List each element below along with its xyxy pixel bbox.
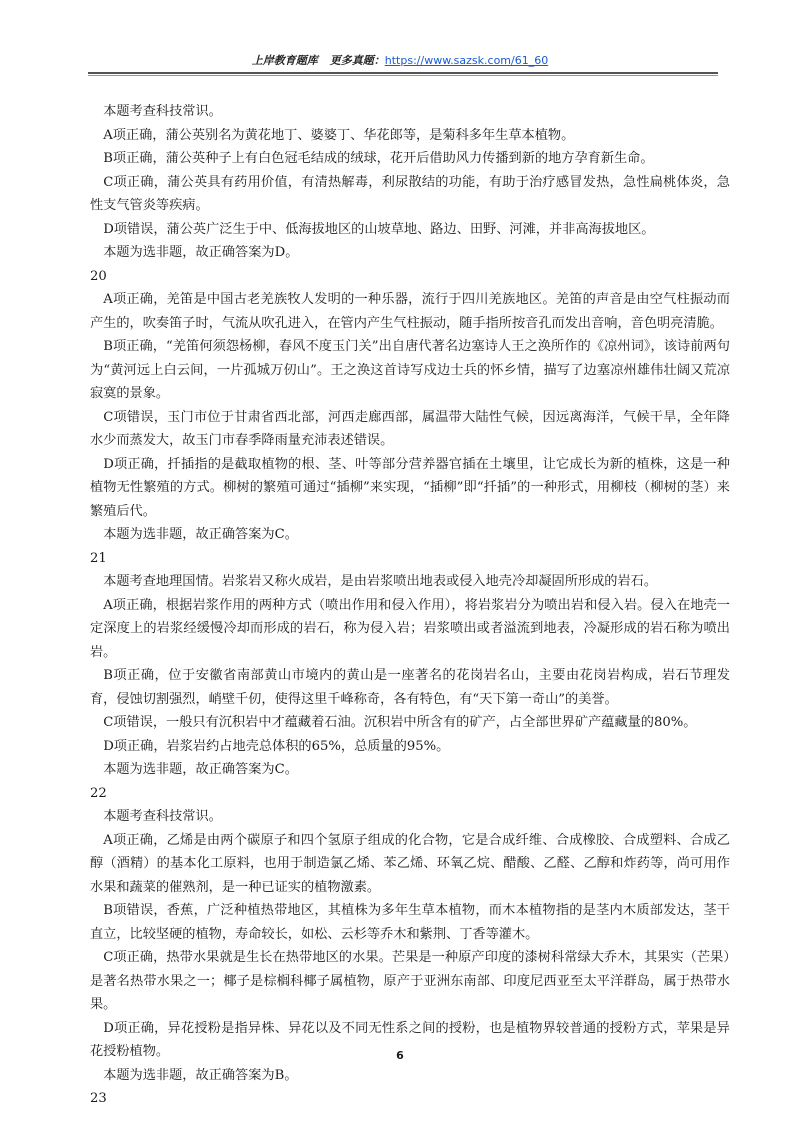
document-body [90,100,730,1111]
paragraph: 本题为选非题，故正确答案为B。 [103,1067,298,1083]
paragraph: C项正确，热带水果就是生长在热带地区的水果。芒果是一种原产印度的漆树科常绿大乔木，其果实（芒果）是著名热带水果之一；椰子是棕榈科椰子属植物，原产于亚洲东南部、印度尼西亚至太平洋群岛，属于热带水果。 [90,950,730,1012]
paragraph: D项错误，蒲公英广泛生于中、低海拔地区的山坡草地、路边、田野、河滩，并非高海拔地区。 [103,221,655,237]
paragraph: 本题为选非题，故正确答案为C。 [103,527,298,542]
paragraph: A项正确，羌笛是中国古老羌族牧人发明的一种乐器，流行于四川羌族地区。羌笛的声音是由空气柱振动而产生的，吹奏笛子时，气流从吹孔进入，在管内产生气柱振动，随手指所按音孔而发出音响，音色明亮清脆。 [90,292,730,331]
paragraph: A项正确，根据岩浆作用的两种方式（喷出作用和侵入作用），将岩浆岩分为喷出岩和侵入岩。侵入在地壳一定深度上的岩浆经缓慢冷却而形成的岩石，称为侵入岩；岩浆喷出或者溢流到地表，冷凝形成的岩石称为喷出岩。 [90,597,730,660]
paragraph: 本题考查地理国情。岩浆岩又称火成岩，是由岩浆喷出地表或侵入地壳冷却凝固所形成的岩石。 [103,574,658,589]
paragraph: 本题考查科技常识。 [103,104,222,119]
paragraph: A项正确，乙烯是由两个碳原子和四个氢原子组成的化合物，它是合成纤维、合成橡胶、合成塑料、合成乙醇（酒精）的基本化工原料，也用于制造氯乙烯、苯乙烯、环氧乙烷、醋酸、乙醛、乙醇和炸药等，尚可用作水果和蔬菜的催熟剂，是一种已证实的植物激素。 [90,832,730,895]
page-number: 6 [396,1049,404,1062]
paragraph: 本题为选非题，故正确答案为D。 [103,245,299,260]
header-rule [88,72,718,74]
header-url-link[interactable]: https://www.sazsk.com/61_60 [384,54,549,67]
paragraph: B项正确，位于安徽省南部黄山市境内的黄山是一座著名的花岗岩名山，主要由花岗岩构成，岩石节理发育，侵蚀切割强烈，峭壁千仞，使得这里千峰称奇，各有特色，有“天下第一奇山”的美誉。 [90,668,730,707]
header-site-name: 上岸教育题库 [251,54,318,67]
paragraph: B项正确，蒲公英种子上有白色冠毛结成的绒球，花开后借助风力传播到新的地方孕育新生命。 [103,151,654,166]
header-more-label: 更多真题： [329,54,385,67]
paragraph: D项正确，岩浆岩约占地壳总体积的65%，总质量的95%。 [103,738,450,754]
paragraph: D项正确，扦插指的是截取植物的根、茎、叶等部分营养器官插在土壤里，让它成长为新的植株，这是一种植物无性繁殖的方式。柳树的繁殖可通过“插柳”来实现，“插柳”即“扦插”的一种形式，用柳枝（柳树的茎）来繁殖后代。 [90,456,730,519]
question-number: 20 [90,268,107,284]
question-number: 23 [90,1091,107,1106]
question-number: 21 [90,550,107,566]
header-rule-thin [88,75,718,76]
paragraph: 本题为选非题，故正确答案为C。 [103,762,298,777]
paragraph: C项错误，玉门市位于甘肃省西北部，河西走廊西部，属温带大陆性气候，因远离海洋，气候干旱，全年降水少而蒸发大，故玉门市春季降雨量充沛表述错误。 [90,409,730,448]
paragraph: C项正确，蒲公英具有药用价值，有清热解毒，利尿散结的功能，有助于治疗感冒发热，急性扁桃体炎，急性支气管炎等疾病。 [90,174,730,213]
paragraph: B项正确，“羌笛何须怨杨柳，春风不度玉门关”出自唐代著名边塞诗人王之涣所作的《凉州词》，该诗前两句为“黄河远上白云间，一片孤城万仞山”。王之涣这首诗写戍边士兵的怀乡情，描写了边塞凉州雄伟壮阔又荒凉寂寞的景象。 [90,339,730,401]
paragraph: B项错误，香蕉，广泛种植热带地区，其植株为多年生草本植物，而木本植物指的是茎内木质部发达，茎干直立，比较坚硬的植物，寿命较长，如松、云杉等乔木和紫荆、丁香等灌木。 [90,903,730,942]
paragraph: 本题考查科技常识。 [103,809,222,824]
paragraph: D项正确，异花授粉是指异株、异花以及不同无性系之间的授粉，也是植物界较普通的授粉方式，苹果是异花授粉植物。 [90,1020,730,1059]
question-number: 22 [90,785,107,801]
paragraph: C项错误，一般只有沉积岩中才蕴藏着石油。沉积岩中所含有的矿产，占全部世界矿产蕴藏量的80%。 [103,715,697,730]
paragraph: A项正确，蒲公英别名为黄花地丁、婆婆丁、华花郎等，是菊科多年生草本植物。 [103,127,575,143]
page-header [0,52,800,68]
